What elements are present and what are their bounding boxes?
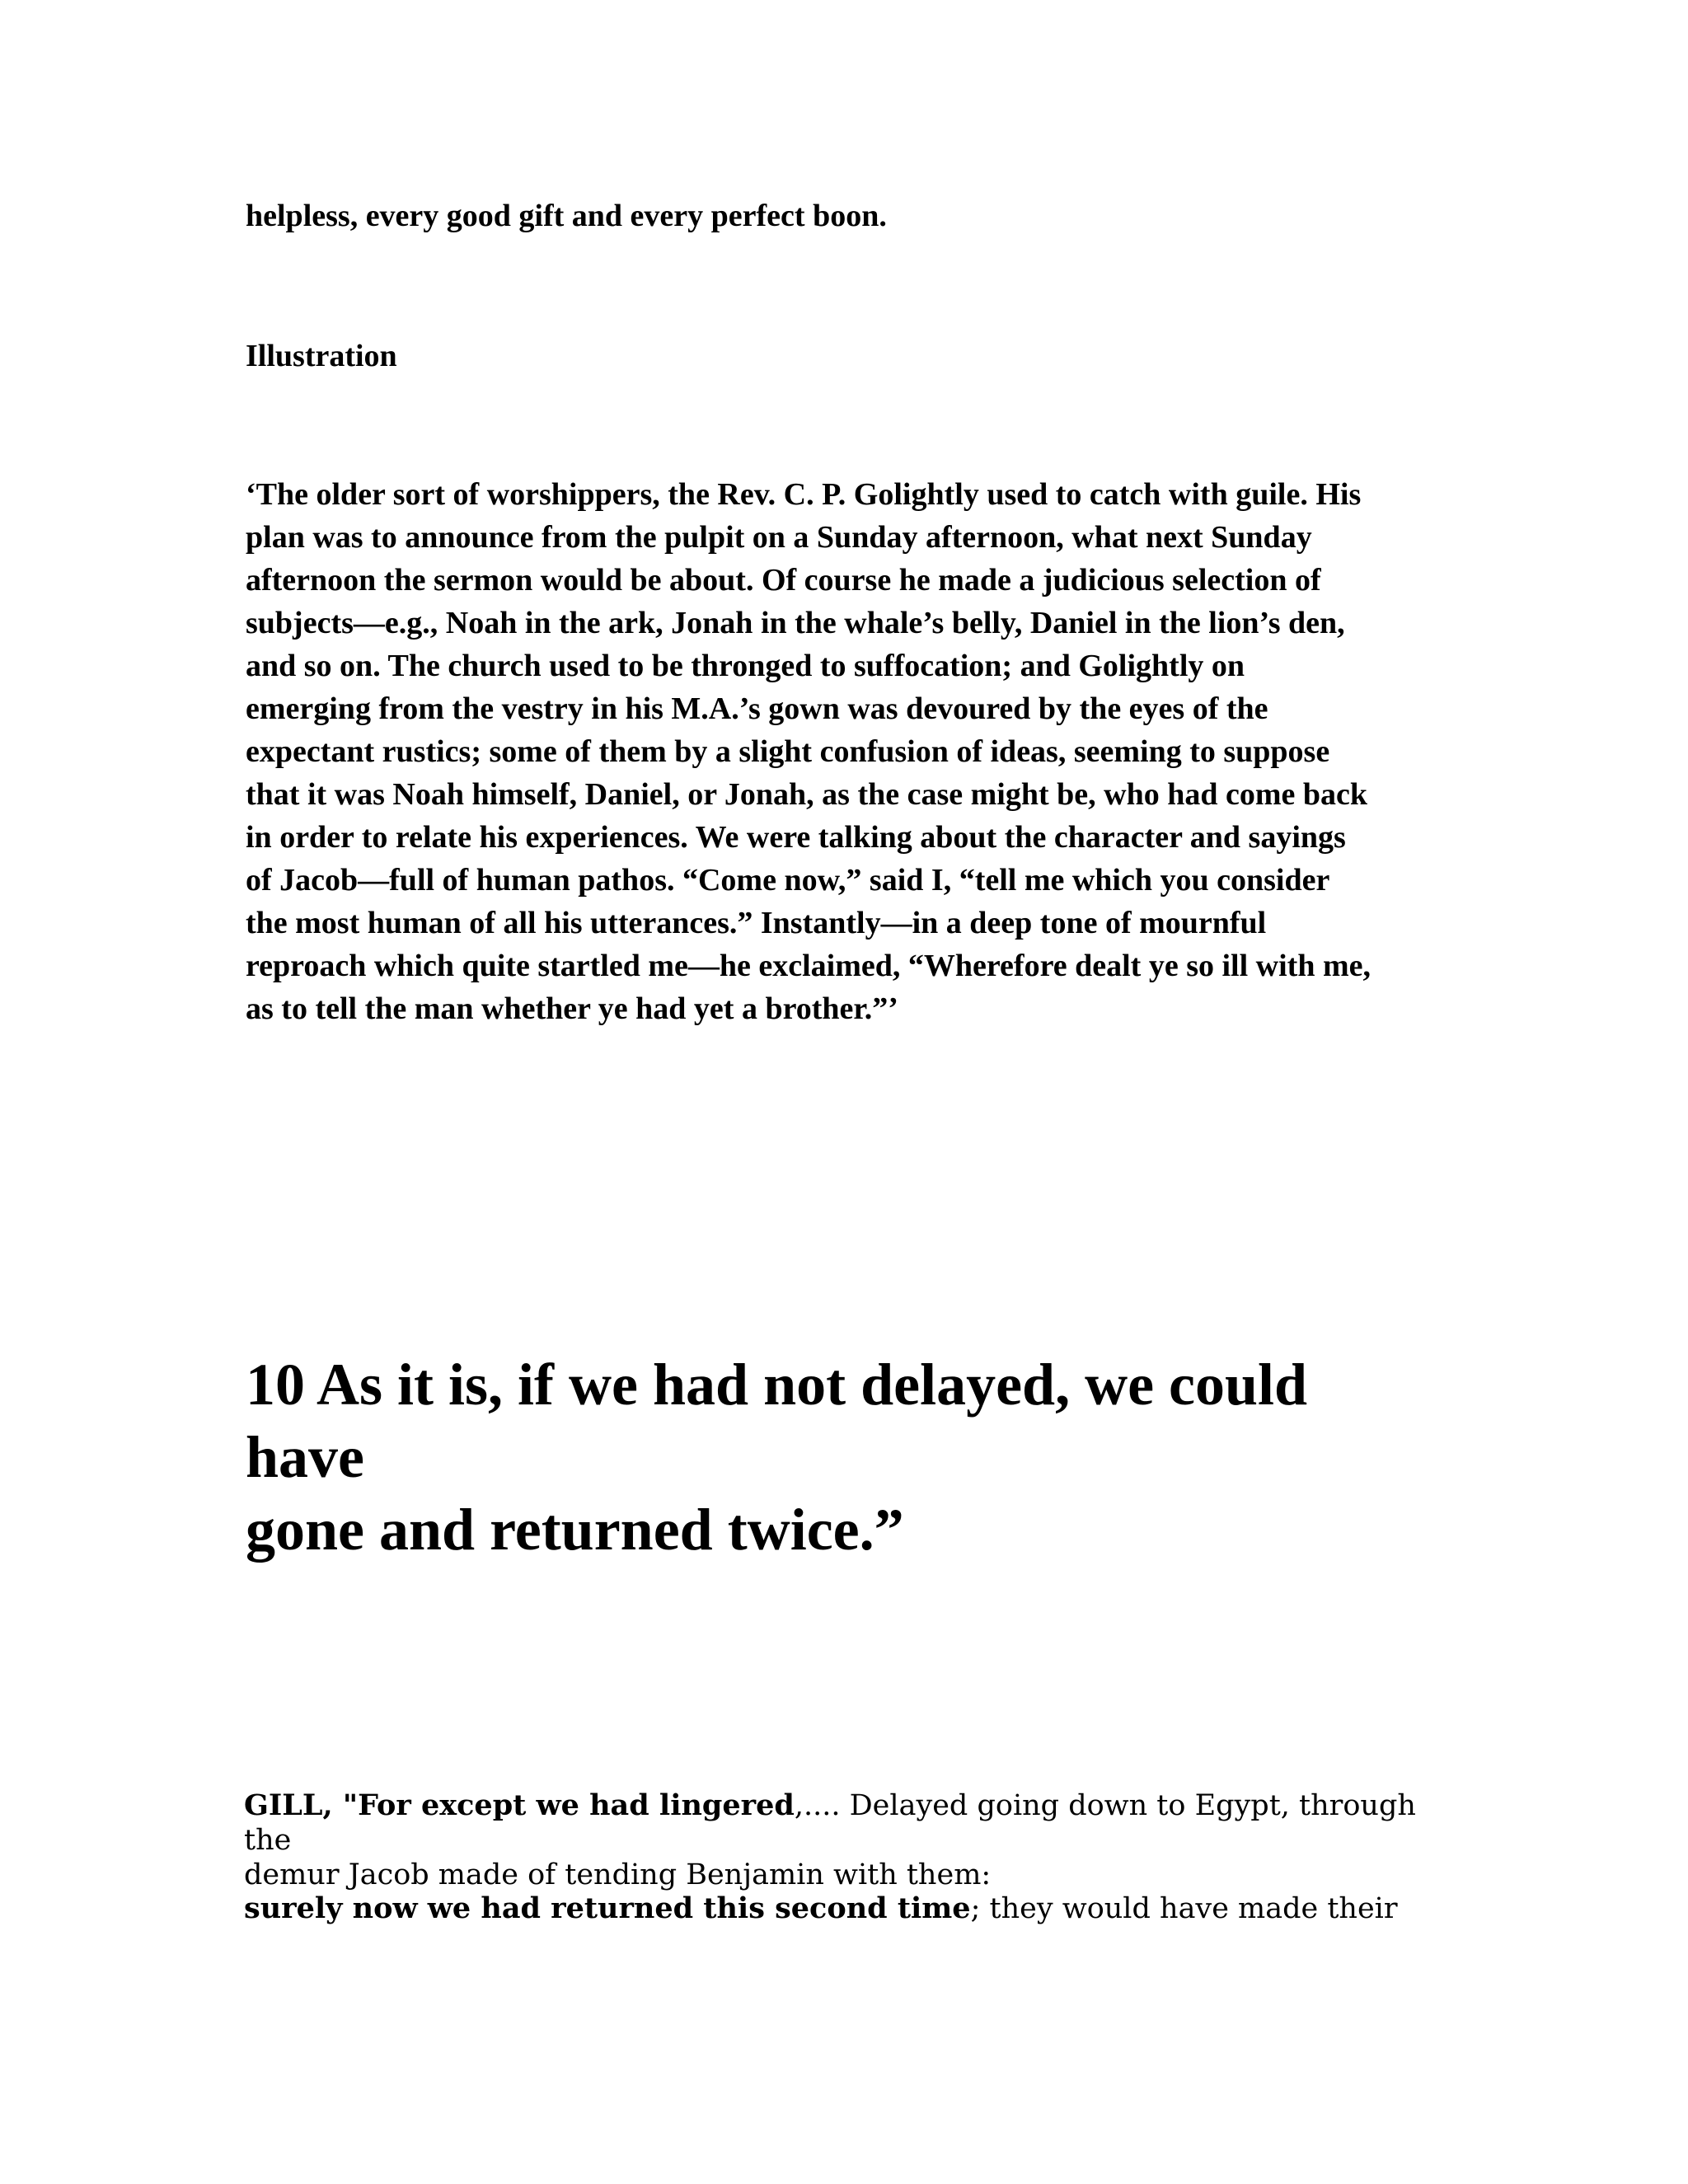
gill-commentary-text: ,.... Delayed going down to Egypt, through the demur Jacob made of tending Benjamin with them: [244,1789,1416,1891]
gill-commentary-lead-2: surely now we had returned this second time [244,1891,971,1925]
gill-commentary-paragraph-2 [244,1891,1447,1926]
illustration-quote: ‘The older sort of worshippers, the Rev. C. P. Golightly used to catch with guile. His plan was to announce from the pulpit on a Sunday afternoon, what next Sunday afternoon the sermon would be about. Of course he made a judicious selection of subjects—e.g., Noah in the ark, Jonah in the whale’s belly, Daniel in the lion’s den, and so on. The church used to be thronged to suffocation; and Golightly on emerging from the vestry in his M.A.’s gown was devoured by the eyes of the expectant rustics; some of them by a slight confusion of ideas, seeming to suppose that it was Noah himself, Daniel, or Jonah, as the case might be, who had come back in order to relate his experiences. We were talking about the character and sayings of Jacob—full of human pathos. “Come now,” said I, “tell me which you consider the most human of all his utterances.” Instantly—in a deep tone of mournful reproach which quite startled me—he exclaimed, “Wherefore dealt ye so ill with me, as to tell the man whether ye had yet a brother.”’ [246,477,1371,1026]
continuation-line: helpless, every good gift and every perfect boon. [246,199,887,233]
gill-commentary-text-2: ; they would have made their [970,1892,1398,1925]
verse-heading: 10 As it is, if we had not delayed, we could have gone and returned twice.” [246,1352,1308,1563]
illustration-heading: Illustration [246,339,397,373]
gill-commentary-paragraph [244,1788,1447,1892]
gill-commentary-lead: GILL, "For except we had lingered [244,1788,795,1822]
